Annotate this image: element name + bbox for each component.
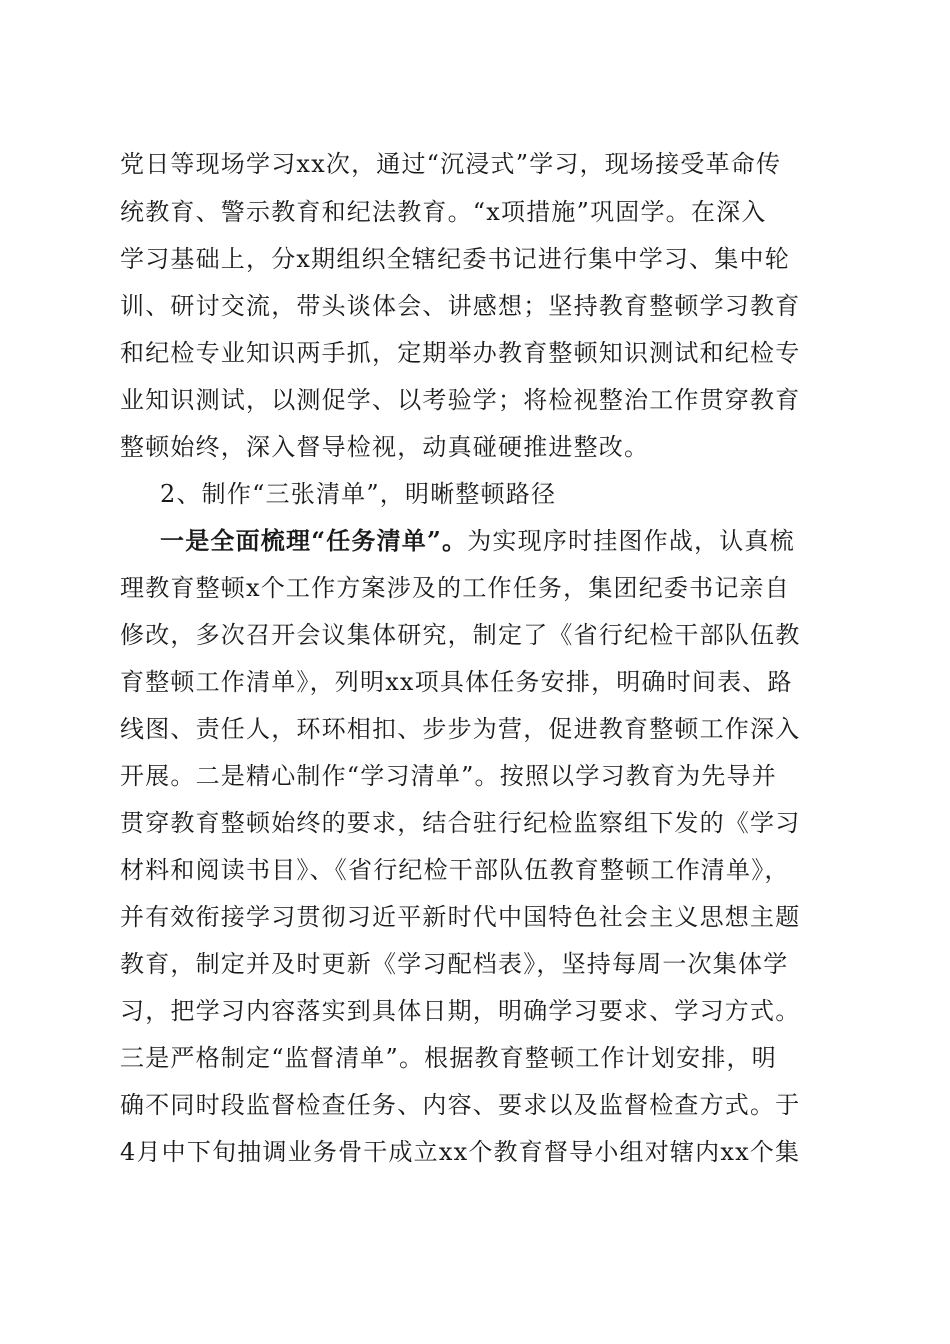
paragraph-line: 线图、责任人，环环相扣、步步为营，促进教育整顿工作深入 — [120, 715, 801, 743]
paragraph-line: 党日等现场学习xx次，通过“沉浸式”学习，现场接受革命传 — [120, 150, 782, 178]
paragraph-line: 习，把学习内容落实到具体日期，明确学习要求、学习方式。 — [120, 997, 801, 1025]
paragraph-line: 4月中下旬抽调业务骨干成立xx个教育督导小组对辖内xx个集 — [120, 1138, 801, 1166]
paragraph-line: 理教育整顿x个工作方案涉及的工作任务，集团纪委书记亲自 — [120, 574, 790, 602]
paragraph-line: 和纪检专业知识两手抓，定期举办教育整顿知识测试和纪检专 — [120, 339, 801, 367]
paragraph-line — [160, 518, 840, 564]
paragraph-line: 三是严格制定“监督清单”。根据教育整顿工作计划安排，明 — [120, 1044, 777, 1072]
paragraph-line: 材料和阅读书目》、《省行纪检干部队伍教育整顿工作清单》， — [120, 856, 790, 884]
paragraph-line: 学习基础上，分x期组织全辖纪委书记进行集中学习、集中轮 — [120, 245, 790, 273]
paragraph-line: 训、研讨交流，带头谈体会、讲感想；坚持教育整顿学习教育 — [120, 292, 801, 320]
paragraph-line: 育整顿工作清单》，列明xx项具体任务安排，明确时间表、路 — [120, 668, 793, 696]
section-heading: 2、制作“三张清单”，明晰整顿路径 — [160, 480, 557, 508]
paragraph-line: 确不同时段监督检查任务、内容、要求以及监督检查方式。于 — [120, 1091, 801, 1119]
paragraph-line: 统教育、警示教育和纪法教育。“x项措施”巩固学。在深入 — [120, 198, 767, 226]
paragraph-line: 修改，多次召开会议集体研究，制定了《省行纪检干部队伍教 — [120, 621, 801, 649]
paragraph-line: 并有效衔接学习贯彻习近平新时代中国特色社会主义思想主题 — [120, 903, 801, 931]
paragraph-line: 贯穿教育整顿始终的要求，结合驻行纪检监察组下发的《学习 — [120, 809, 801, 837]
paragraph-line: 整顿始终，深入督导检视，动真碰硬推进整改。 — [120, 433, 650, 461]
paragraph-line: 业知识测试，以测促学、以考验学；将检视整治工作贯穿教育 — [120, 386, 801, 414]
line-rest: 为实现序时挂图作战，认真梳 — [467, 527, 795, 555]
paragraph-line: 教育，制定并及时更新《学习配档表》，坚持每周一次集体学 — [120, 950, 789, 978]
bold-lead: 一是全面梳理“任务清单”。 — [160, 526, 468, 555]
paragraph-line: 开展。二是精心制作“学习清单”。按照以学习教育为先导并 — [120, 762, 777, 790]
